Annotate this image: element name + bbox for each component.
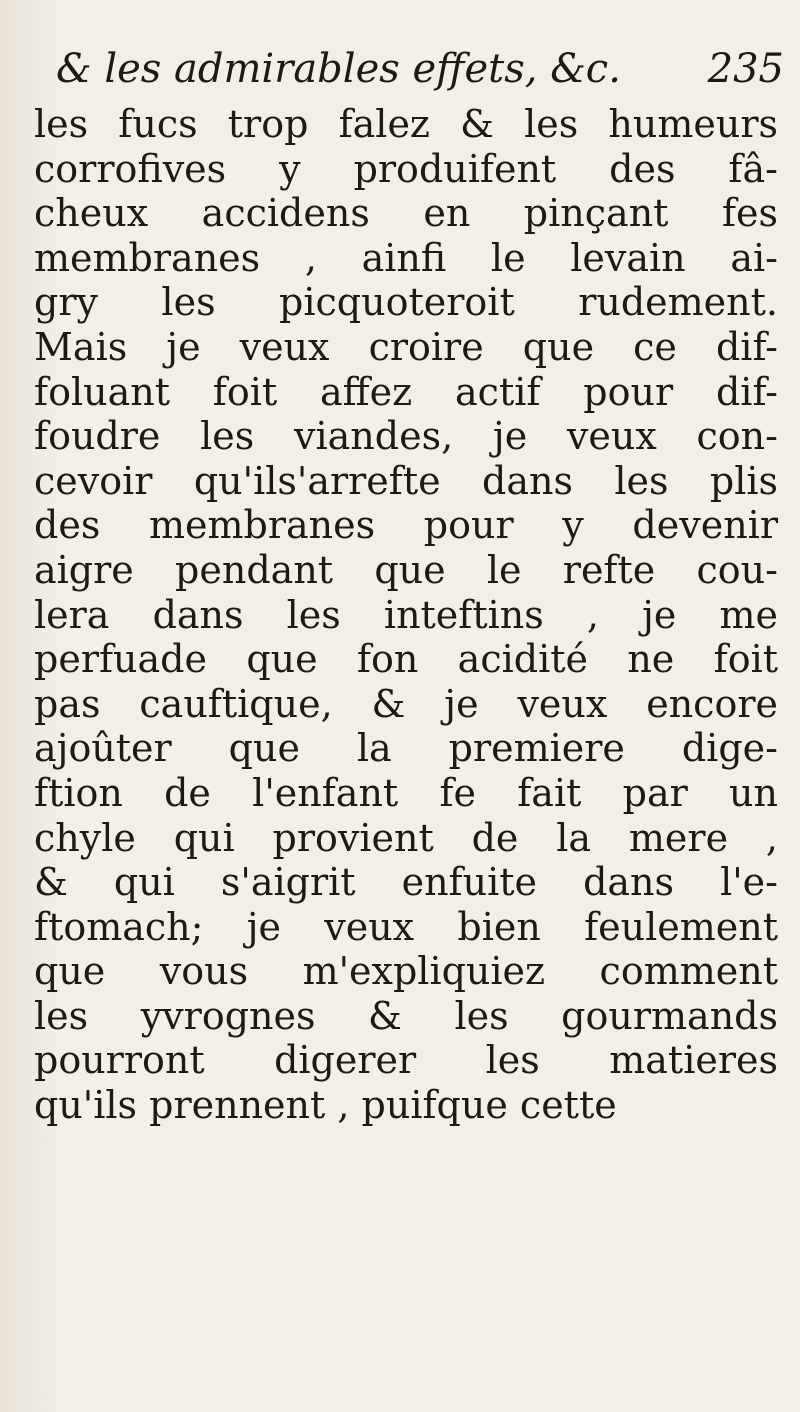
text-line: corrofives y produifent des fâ- <box>34 146 778 191</box>
running-head <box>56 44 784 94</box>
text-line: cheux accidens en pinçant fes <box>34 191 778 236</box>
text-line: foluant foit affez actif pour dif- <box>34 369 778 414</box>
text-line: qu'ils prennent , puifque cette <box>34 1083 617 1128</box>
text-line: des membranes pour y devenir <box>34 503 778 548</box>
running-head-title: & les admirables effets, &c. <box>56 46 621 92</box>
text-line: cevoir qu'ils'arrefte dans les plis <box>34 458 778 503</box>
text-line: ftion de l'enfant fe fait par un <box>34 770 778 815</box>
text-line: foudre les viandes, je veux con- <box>34 414 778 459</box>
text-line: Mais je veux croire que ce dif- <box>34 324 778 369</box>
body-text <box>34 102 778 1128</box>
text-line: pourront digerer les matieres <box>34 1038 778 1083</box>
text-line: aigre pendant que le refte cou- <box>34 547 778 592</box>
text-line: chyle qui provient de la mere , <box>34 815 778 860</box>
text-line: les yvrognes & les gourmands <box>34 993 778 1038</box>
text-line: pas cauftique, & je veux encore <box>34 681 778 726</box>
text-line: gry les picquoteroit rudement. <box>34 280 778 325</box>
text-line: ftomach; je veux bien feulement <box>34 904 778 949</box>
text-line: que vous m'expliquiez comment <box>34 949 778 994</box>
text-line: membranes , ainfi le levain ai- <box>34 235 778 280</box>
text-line: & qui s'aigrit enfuite dans l'e- <box>34 860 778 905</box>
text-line: ajoûter que la premiere dige- <box>34 726 778 771</box>
page-number: 235 <box>707 46 784 92</box>
text-line: les fucs trop falez & les humeurs <box>34 102 778 146</box>
text-line: perfuade que fon acidité ne foit <box>34 637 778 682</box>
text-line: lera dans les inteftins , je me <box>34 592 778 637</box>
